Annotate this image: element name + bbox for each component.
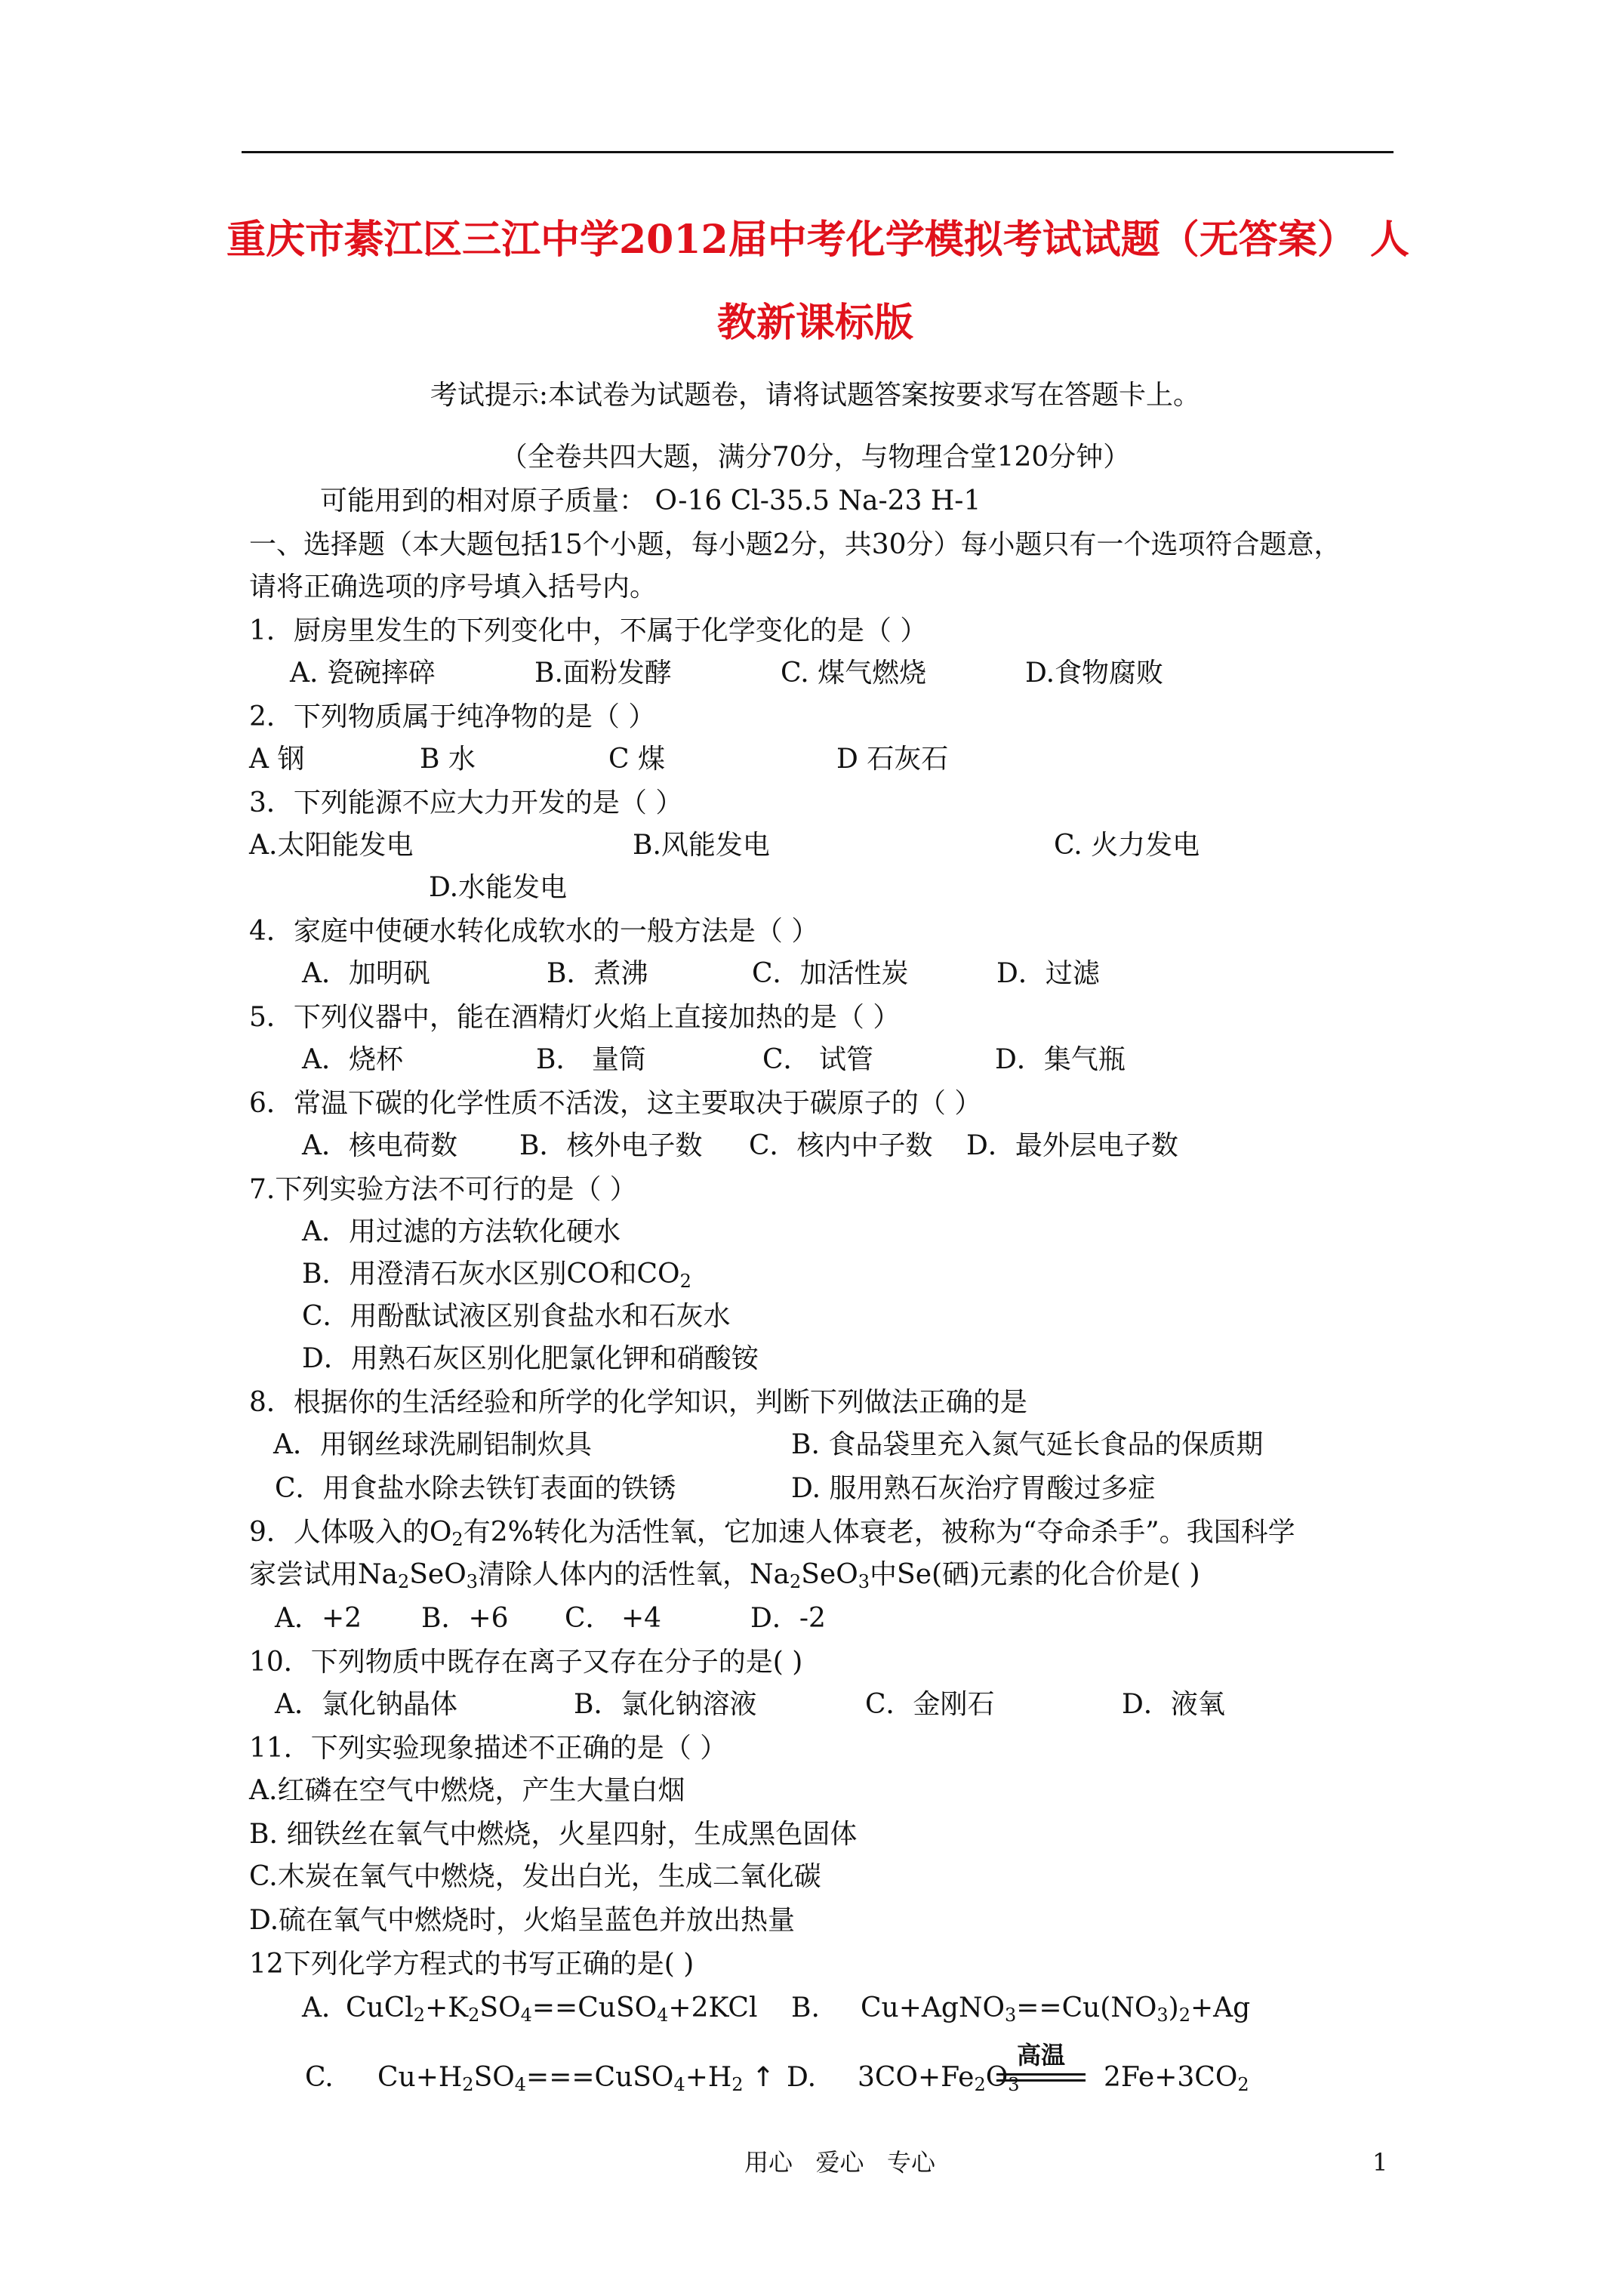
up-arrow-icon: ↑	[752, 2062, 775, 2093]
question-12-option-b-equation	[861, 1992, 1250, 2025]
question-12-option-a-label: A．	[302, 1992, 349, 2023]
question-10-stem: 10．下列物质中既存在离子又存在分子的是( )	[249, 1647, 803, 1678]
text: 3CO+Fe	[858, 2062, 975, 2093]
page-title-line-2: 教新课标版	[716, 300, 913, 346]
question-8-stem: 8．根据你的生活经验和所学的化学知识，判断下列做法正确的是	[249, 1387, 1027, 1418]
question-10-option-b: B．氯化钠溶液	[574, 1689, 757, 1720]
equation-bar	[996, 2073, 1086, 2076]
atomic-mass-note: 可能用到的相对原子质量： O-16 Cl-35.5 Na-23 H-1	[320, 485, 981, 516]
subscript: 4	[520, 2005, 532, 2026]
question-10-option-c: C．金刚石	[865, 1689, 995, 1720]
subscript: 4	[673, 2074, 685, 2095]
text: 9．人体吸入的O	[249, 1517, 452, 1548]
exam-notice: 考试提示:本试卷为试题卷，请将试题答案按要求写在答题卡上。	[430, 380, 1201, 411]
question-3-stem: 3．下列能源不应大力开发的是（ ）	[249, 787, 683, 818]
question-5-stem: 5．下列仪器中，能在酒精灯火焰上直接加热的是（ ）	[249, 1002, 901, 1033]
question-6-option-b: B．核外电子数	[519, 1130, 703, 1161]
subscript: 2	[974, 2074, 986, 2095]
exam-scope: （全卷共四大题，满分70分，与物理合堂120分钟）	[500, 442, 1131, 473]
question-12-option-c-label: C.	[305, 2062, 334, 2093]
question-5-option-b: B． 量筒	[536, 1044, 646, 1075]
reaction-condition-label: 高温	[1016, 2041, 1065, 2069]
text: +K	[425, 1992, 469, 2023]
question-4-option-d: D．过滤	[996, 958, 1100, 989]
question-6-option-d: D．最外层电子数	[966, 1130, 1178, 1161]
subscript: 2	[1178, 2005, 1190, 2026]
question-5-option-a: A．烧杯	[302, 1044, 403, 1075]
text: ==Cu(NO	[1016, 1992, 1157, 2023]
question-7-option-d: D．用熟石灰区别化肥氯化钾和硝酸铵	[302, 1343, 759, 1374]
question-5-option-d: D．集气瓶	[995, 1044, 1126, 1075]
header-rule	[242, 151, 1394, 153]
page-title-line-1: 重庆市綦江区三江中学2012届中考化学模拟考试试题（无答案） 人	[226, 217, 1409, 263]
question-6-option-a: A．核电荷数	[302, 1130, 457, 1161]
question-7-option-b	[302, 1258, 691, 1291]
text: )	[1168, 1992, 1179, 2023]
subscript: 4	[657, 2005, 669, 2026]
question-3-option-a: A.太阳能发电	[249, 830, 414, 861]
text: O	[985, 2062, 1009, 2093]
question-12-option-d-label: D.	[787, 2062, 817, 2093]
question-8-option-b: B. 食品袋里充入氮气延长食品的保质期	[791, 1429, 1264, 1460]
question-2-option-d: D 石灰石	[836, 744, 949, 775]
question-11-option-a: A.红磷在空气中燃烧，产生大量白烟	[249, 1775, 685, 1806]
subscript: 2	[451, 1529, 463, 1550]
text: 家尝试用Na	[249, 1559, 398, 1590]
question-6-option-c: C．核内中子数	[749, 1130, 933, 1161]
question-6-stem: 6．常温下碳的化学性质不活泼，这主要取决于碳原子的（ ）	[249, 1088, 982, 1119]
question-4-stem: 4．家庭中使硬水转化成软水的一般方法是（ ）	[249, 916, 819, 947]
text: 2Fe+3CO	[1104, 2062, 1238, 2093]
question-1-stem: 1．厨房里发生的下列变化中，不属于化学变化的是（ ）	[249, 615, 928, 646]
text: +Ag	[1190, 1992, 1251, 2023]
text: SeO	[409, 1559, 467, 1590]
subscript: 2	[789, 1571, 802, 1592]
subscript: 3	[1008, 2074, 1020, 2095]
page-footer-motto: 用心 爱心 专心	[744, 2148, 936, 2177]
question-5-option-c: C． 试管	[762, 1044, 873, 1075]
question-9-stem-line-2	[249, 1558, 1200, 1592]
question-2-stem: 2．下列物质属于纯净物的是（ ）	[249, 701, 656, 732]
question-3-option-b: B.风能发电	[633, 830, 770, 861]
text: ===CuSO	[526, 2062, 674, 2093]
subscript: 3	[1004, 2005, 1017, 2026]
question-12-option-a-equation	[346, 1992, 757, 2025]
subscript: 3	[1156, 2005, 1169, 2026]
text: ==CuSO	[531, 1992, 658, 2023]
question-7-option-c: C．用酚酞试液区别食盐水和石灰水	[302, 1301, 731, 1332]
question-11-option-d: D.硫在氧气中燃烧时，火焰呈蓝色并放出热量	[249, 1905, 796, 1936]
text: Cu+H	[377, 2062, 463, 2093]
question-1-option-d: D.食物腐败	[1025, 658, 1164, 689]
question-9-option-d: D．-2	[750, 1603, 826, 1634]
text: SO	[479, 1992, 521, 2023]
question-4-option-a: A．加明矾	[302, 958, 430, 989]
question-11-option-c: C.木炭在氧气中燃烧，发出白光，生成二氧化碳	[249, 1861, 821, 1892]
question-11-stem: 11．下列实验现象描述不正确的是（ ）	[249, 1733, 728, 1764]
reaction-condition	[996, 2042, 1086, 2082]
question-1-option-c: C. 煤气燃烧	[781, 658, 927, 689]
text: 有2%转化为活性氧，它加速人体衰老，被称为“夺命杀手”。我国科学	[463, 1517, 1295, 1548]
question-12-option-d-products	[1104, 2061, 1249, 2094]
question-8-option-a: A．用钢丝球洗刷铝制炊具	[273, 1429, 592, 1460]
question-12-option-d-reactants	[858, 2061, 1020, 2094]
question-4-option-b: B．煮沸	[547, 958, 648, 989]
question-10-option-d: D．液氧	[1122, 1689, 1225, 1720]
section-heading-line-2: 请将正确选项的序号填入括号内。	[249, 572, 658, 603]
text	[744, 2062, 752, 2093]
subscript: 3	[858, 1571, 870, 1592]
page-number: 1	[1372, 2148, 1388, 2177]
question-12-option-c-equation	[377, 2061, 775, 2094]
question-8-option-d: D. 服用熟石灰治疗胃酸过多症	[791, 1473, 1156, 1504]
subscript: 2	[468, 2005, 480, 2026]
subscript: 2	[413, 2005, 426, 2026]
question-2-option-b: B 水	[420, 744, 476, 775]
question-10-option-a: A．氯化钠晶体	[275, 1689, 457, 1720]
question-8-option-c: C．用食盐水除去铁钉表面的铁锈	[275, 1473, 676, 1504]
question-11-option-b: B. 细铁丝在氧气中燃烧，火星四射，生成黑色固体	[249, 1819, 858, 1850]
text: 清除人体内的活性氧，Na	[478, 1559, 790, 1590]
question-4-option-c: C．加活性炭	[752, 958, 909, 989]
text: SeO	[801, 1559, 858, 1590]
subscript: 2	[679, 1271, 691, 1292]
section-heading-line-1: 一、选择题（本大题包括15个小题，每小题2分，共30分）每小题只有一个选项符合题意，	[249, 529, 1341, 560]
question-1-option-b: B.面粉发酵	[534, 658, 672, 689]
question-7-stem: 7.下列实验方法不可行的是（ ）	[249, 1174, 637, 1205]
text: +2KCl	[668, 1992, 758, 2023]
question-12-stem: 12下列化学方程式的书写正确的是( )	[249, 1949, 694, 1980]
text: CuCl	[346, 1992, 414, 2023]
question-12-option-b-label: B.	[791, 1992, 820, 2023]
subscript: 3	[466, 1571, 479, 1592]
subscript: 2	[1237, 2074, 1249, 2095]
question-7-option-b-text: B．用澄清石灰水区别CO和CO	[302, 1259, 680, 1290]
question-2-option-a: A 钢	[249, 744, 305, 775]
question-9-stem-line-1	[249, 1516, 1295, 1549]
question-3-option-d: D.水能发电	[429, 872, 568, 903]
text: Cu+AgNO	[861, 1992, 1005, 2023]
text: 中Se(硒)元素的化合价是( )	[870, 1559, 1200, 1590]
subscript: 2	[731, 2074, 744, 2095]
equation-bar	[996, 2079, 1086, 2082]
text: +H	[685, 2062, 732, 2093]
subscript: 2	[397, 1571, 410, 1592]
question-7-option-a: A．用过滤的方法软化硬水	[302, 1216, 621, 1247]
question-9-option-a: A．+2	[275, 1603, 362, 1634]
subscript: 4	[514, 2074, 527, 2095]
text: SO	[473, 2062, 515, 2093]
question-9-option-c: C． +4	[565, 1603, 662, 1634]
question-3-option-c: C. 火力发电	[1054, 830, 1200, 861]
subscript: 2	[462, 2074, 474, 2095]
question-2-option-c: C 煤	[608, 744, 665, 775]
question-9-option-b: B．+6	[421, 1603, 509, 1634]
question-1-option-a: A. 瓷碗摔碎	[290, 658, 436, 689]
